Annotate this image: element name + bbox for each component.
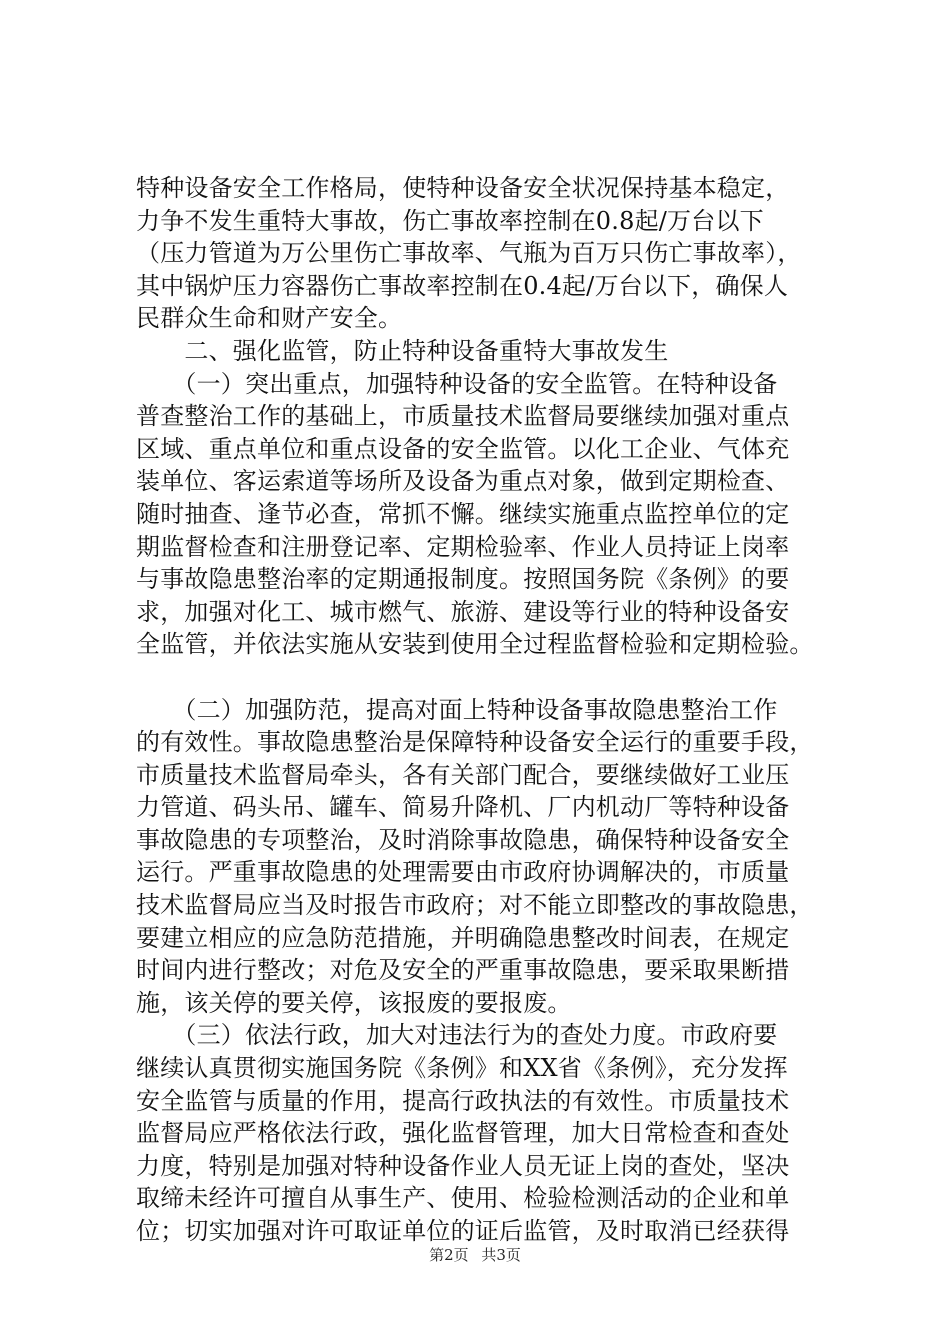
page-number: 第2页 <box>429 1246 469 1264</box>
text-line: （三）依法行政，加大对违法行为的查处力度。市政府要 <box>136 1021 778 1050</box>
text-line: 普查整治工作的基础上，市质量技术监督局要继续加强对重点 <box>136 402 790 431</box>
text-line: 市质量技术监督局牵头，各有关部门配合，要继续做好工业压 <box>136 760 790 789</box>
text-line: 运行。严重事故隐患的处理需要由市政府协调解决的，市质量 <box>136 858 790 887</box>
text-line: 施，该关停的要关停，该报废的要报废。 <box>136 988 572 1017</box>
text-line: 要建立相应的应急防范措施，并明确隐患整改时间表，在规定 <box>136 923 790 952</box>
text-line: 装单位、客运索道等场所及设备为重点对象，做到定期检查、 <box>136 467 790 496</box>
text-line: （一）突出重点，加强特种设备的安全监管。在特种设备 <box>136 369 778 398</box>
page-total: 共3页 <box>481 1246 521 1264</box>
text-line: 时间内进行整改；对危及安全的严重事故隐患，要采取果断措 <box>136 956 790 985</box>
text-line: 民群众生命和财产安全。 <box>136 304 403 333</box>
text-line: 与事故隐患整治率的定期通报制度。按照国务院《条例》的要 <box>136 565 790 594</box>
text-line: 监督局应严格依法行政，强化监督管理，加大日常检查和查处 <box>136 1119 790 1148</box>
text-line: 全监管，并依法实施从安装到使用全过程监督检验和定期检验。 <box>136 630 814 659</box>
text-line: 期监督检查和注册登记率、定期检验率、作业人员持证上岗率 <box>136 532 790 561</box>
text-line: 区域、重点单位和重点设备的安全监管。以化工企业、气体充 <box>136 434 790 463</box>
text-line: 求，加强对化工、城市燃气、旅游、建设等行业的特种设备安 <box>136 597 790 626</box>
document-body <box>136 172 846 1248</box>
text-line: 取缔未经许可擅自从事生产、使用、检验检测活动的企业和单 <box>136 1184 790 1213</box>
text-line: 事故隐患的专项整治，及时消除事故隐患，确保特种设备安全 <box>136 825 790 854</box>
text-line: 随时抽查、逢节必查，常抓不懈。继续实施重点监控单位的定 <box>136 499 790 528</box>
text-line: 力度，特别是加强对特种设备作业人员无证上岗的查处，坚决 <box>136 1151 790 1180</box>
text-line: 其中锅炉压力容器伤亡事故率控制在0.4起/万台以下，确保人 <box>136 271 789 300</box>
text-line: 二、强化监管，防止特种设备重特大事故发生 <box>136 336 669 365</box>
text-line: 力争不发生重特大事故，伤亡事故率控制在0.8起/万台以下 <box>136 206 764 235</box>
text-line: 力管道、码头吊、罐车、简易升降机、厂内机动厂等特种设备 <box>136 793 790 822</box>
text-line: 特种设备安全工作格局，使特种设备安全状况保持基本稳定， <box>136 174 790 202</box>
text-line: （压力管道为万公里伤亡事故率、气瓶为百万只伤亡事故率）， <box>136 239 802 268</box>
text-line: 继续认真贯彻实施国务院《条例》和XX省《条例》，充分发挥 <box>136 1054 788 1083</box>
text-line: 安全监管与质量的作用，提高行政执法的有效性。市质量技术 <box>136 1086 790 1115</box>
paragraph-gap <box>136 661 846 694</box>
text-line: 技术监督局应当及时报告市政府；对不能立即整改的事故隐患， <box>136 891 814 920</box>
text-line: 位；切实加强对许可取证单位的证后监管，及时取消已经获得 <box>136 1217 790 1245</box>
text-line: （二）加强防范，提高对面上特种设备事故隐患整治工作 <box>136 695 778 724</box>
page-footer <box>0 1244 950 1265</box>
text-line: 的有效性。事故隐患整治是保障特种设备安全运行的重要手段， <box>136 728 814 757</box>
